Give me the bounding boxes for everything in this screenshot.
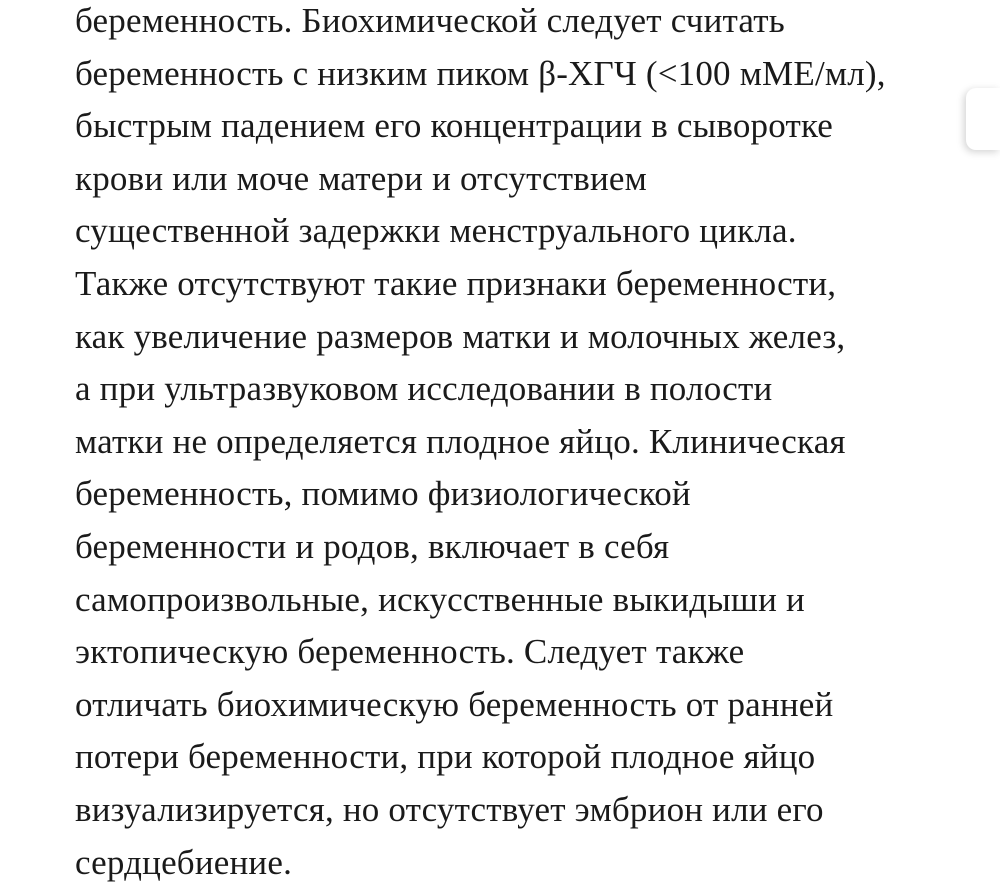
text-line: визуализируется, но отсутствует эмбрион или его	[75, 784, 975, 837]
text-line: Также отсутствуют такие признаки беременности,	[75, 258, 975, 311]
text-line: а при ультразвуковом исследовании в полости	[75, 363, 975, 416]
text-line: потери беременности, при которой плодное яйцо	[75, 731, 975, 784]
text-line: сердцебиение.	[75, 837, 975, 889]
text-line: быстрым падением его концентрации в сыворотке	[75, 100, 975, 153]
text-line: эктопическую беременность. Следует также	[75, 626, 975, 679]
text-line: как увеличение размеров матки и молочных желез,	[75, 311, 975, 364]
article-body	[75, 0, 975, 889]
side-panel-tab[interactable]	[966, 88, 1000, 150]
text-line: беременность. Биохимической следует считать	[75, 0, 975, 48]
text-line: беременность, помимо физиологической	[75, 468, 975, 521]
text-line: беременность с низким пиком β-ХГЧ (<100 мМЕ/мл),	[75, 48, 975, 101]
text-line: отличать биохимическую беременность от ранней	[75, 679, 975, 732]
text-line: беременности и родов, включает в себя	[75, 521, 975, 574]
text-line: существенной задержки менструального цикла.	[75, 205, 975, 258]
text-line: матки не определяется плодное яйцо. Клиническая	[75, 416, 975, 469]
text-line: крови или моче матери и отсутствием	[75, 153, 975, 206]
text-line: самопроизвольные, искусственные выкидыши и	[75, 574, 975, 627]
